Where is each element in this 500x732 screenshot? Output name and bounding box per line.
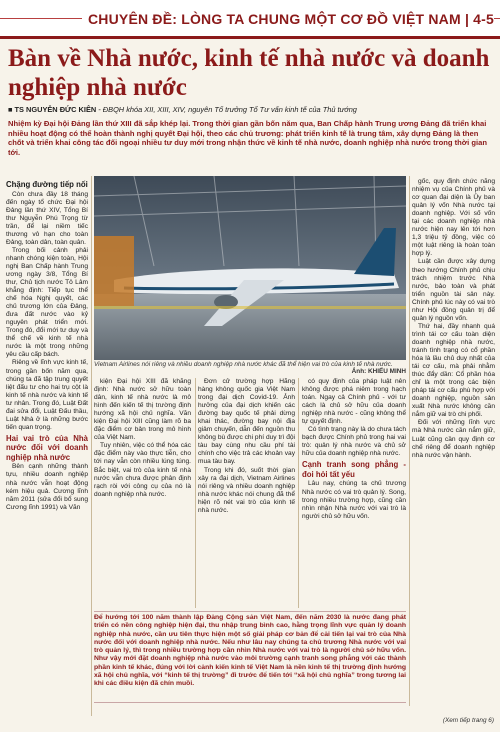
highlight-box: Để hướng tới 100 năm thành lập Đảng Cộng sản Việt Nam, đến năm 2030 là nước đang phát triển có nền công nghiệp hiện đại, thu nhập trung bình cao, hằng trọng lĩnh vực quản lý doanh nghiệp nhà nước, cần ưu tiên thực hiện một số giải pháp cơ bản để cải tiến lại vai trò của Nhà nước đối với doanh nghiệp nhà nước. Nếu như lâu nay chúng ta chủ trương Nhà nước với vai trò quản lý, thì trong nhiều trường hợp cần nhìn Nhà nước với vai trò là người chủ sở hữu vốn. Như vậy mới đặt doanh nghiệp nhà nước vào môi trường cạnh tranh song phẳng với các thành phần kinh tế khác, đúng với lời cảnh kiến kinh tế Việt Nam là nền kinh tế thị trường định hướng xã hội chủ nghĩa, với “kinh tế thị trường” đi trước để tiến tới “xã hội chủ nghĩa” trong tương lai khi các điều kiện đã chín muồi. bbox=[94, 611, 406, 703]
paragraph: gốc, quy định chức năng nhiệm vụ của Chính phủ và cơ quan đại diện là Ủy ban quản lý vốn Nhà nước tại doanh nghiệp. Với số vốn tại các doanh nghiệp nhà nước hiện nay lên tới hơn 1,3 triệu tỷ đồng, việc có một luật riêng là hoàn toàn hợp lý. bbox=[412, 178, 495, 258]
paragraph: Trong khi đó, suốt thời gian xảy ra đại dịch, Vietnam Airlines nói riêng và nhiều doanh nghiệp nhà nước khác nói chung đã thể hiện rõ nét vai trò của kinh tế nhà nước. bbox=[198, 466, 295, 514]
column-divider bbox=[409, 176, 410, 706]
paragraph: Tuy nhiên, việc có thể hóa các đặc điểm này vào thực tiễn, cho tới nay vẫn còn nhiều lúng túng. Bắc biệt, vai trò của kinh tế nhà nước vẫn chưa được phân định rạch ròi với công cụ của nó là doanh nghiệp nhà nước. bbox=[94, 442, 191, 498]
paragraph: Lâu nay, chúng ta chủ trương Nhà nước có vai trò quản lý. Song, trong nhiều trường hợp, cũng cần nhìn nhận Nhà nước với vai trò là người chủ sở hữu vốn. bbox=[302, 480, 406, 520]
right-column bbox=[412, 178, 495, 708]
subhead-two-roles: Hai vai trò của Nhà nước đối với doanh nghiệp nhà nước bbox=[6, 433, 88, 462]
photo-caption bbox=[94, 361, 406, 376]
paragraph: Luật cần được xây dựng theo hướng Chính phủ chịu trách nhiệm trước Nhà nước, bảo toàn và phát triển nguồn tài sản này. Chính phủ lúc này có vai trò như Hội đồng quản trị để quản lý nguồn vốn. bbox=[412, 258, 495, 322]
paragraph: có quy định của pháp luật nên không được phá niêm trong hạch toán. Ngay cả Chính phủ - với tư cách là chủ sở hữu của doanh nghiệp nhà nước - cũng không thể tự quyết định. bbox=[302, 378, 406, 426]
paragraph: Thứ hai, đầy nhanh quá trình tái cơ cấu toàn diện doanh nghiệp nhà nước, tránh tình trạng có cổ phần hóa là lầu chủ duy nhất của tái cơ cấu, mà phải nhằm thúc đẩy dần: Cổ phần hóa chỉ là một trong các biện pháp tái cơ cấu phù hợp với doanh nghiệp, nguồn sản xuất Nhà nước không cần nắm giữ vai trò chi phối. bbox=[412, 322, 495, 419]
paragraph: Riêng về lĩnh vực kinh tế, trong gần bốn năm qua, chúng ta đã tập trung quyết liệt đấu tư cho hai trụ cột là kinh tế nhà nước và kinh tế tư nhân. Trong đó, Luật Đất đai sửa đổi, Luật Đấu thầu, Luật Nhà ở là những bước tiến quan trọng. bbox=[6, 359, 88, 431]
middle-column-3 bbox=[302, 378, 406, 608]
section-title: CHUYÊN ĐỀ: LÒNG TA CHUNG MỘT CƠ ĐỒ VIỆT NAM | 4-5 bbox=[82, 11, 494, 27]
column-divider bbox=[91, 176, 92, 716]
section-label: CHUYÊN ĐỀ: LÒNG TA CHUNG MỘT CƠ ĐỒ VIỆT NAM bbox=[87, 11, 461, 27]
caption-text: Vietnam Airlines nói riêng và nhiều doanh nghiệp nhà nước khác đã thể hiện vai trò của kinh tế nhà nước. bbox=[94, 361, 393, 368]
subhead-fair-competition: Cạnh tranh song phẳng - đoi hỏi tất yếu bbox=[302, 460, 406, 479]
paragraph: kiện Đại hội XIII đã khẳng định: Nhà nước sở hữu toàn dân, kinh tế nhà nước là mô hình đến kiến tế thị trường định hướng xã hội chủ nghĩa. Văn kiện Đại hội XIII cũng làm rõ ba đặc điểm cơ bản trong mô hình của Việt Nam. bbox=[94, 378, 191, 442]
section-header bbox=[0, 0, 500, 39]
middle-column-2 bbox=[198, 378, 295, 608]
page-numbers: 4-5 bbox=[473, 11, 494, 27]
paragraph: Có tình trạng này là do chưa tách bạch được Chính phủ trong hai vai trò: quản lý nhà nước và chủ sở hữu của doanh nghiệp nhà nước. bbox=[302, 426, 406, 458]
byline-role: - ĐBQH khóa XII, XIII, XIV, nguyên Tổ trưởng Tổ Tư vấn kinh tế của Thủ tướng bbox=[98, 105, 357, 114]
left-column bbox=[6, 178, 88, 718]
continued-note: (Xem tiếp trang 6) bbox=[442, 717, 494, 724]
byline-author: TS NGUYỄN ĐỨC KIÊN bbox=[14, 105, 97, 114]
middle-column-1 bbox=[94, 378, 191, 608]
hangar-photo bbox=[94, 176, 406, 360]
byline: ■ TS NGUYỄN ĐỨC KIÊN - ĐBQH khóa XII, XIII, XIV, nguyên Tổ trưởng Tổ Tư vấn kinh tế của Thủ tướng bbox=[8, 105, 357, 114]
headline: Bàn về Nhà nước, kinh tế nhà nước và doanh nghiệp nhà nước bbox=[8, 45, 490, 101]
paragraph: Bên cạnh những thành tựu, nhiều doanh nghiệp nhà nước vẫn hoạt động kém hiệu quả. Cương lĩnh năm 2011 (sửa đổi bổ sung Cương lĩnh 1991) và Văn bbox=[6, 463, 88, 511]
aircraft-hangar-image bbox=[94, 176, 406, 360]
lead-paragraph: Nhiệm kỳ Đại hội Đảng lần thứ XIII đã sắp khép lại. Trong thời gian gần bốn năm qua, Ban Chấp hành Trung ương Đảng đã triển khai nhiều hoạt động có thể hoàn thành nghị quyết Đại hội, theo các chủ trương: phát triển kinh tế là trung tâm, xây dựng Đảng là then chốt và triển khai công tác đối ngoại nhiều tư duy mới trong nhận thức về kinh tế nhà nước, doanh nghiệp nhà nước trong thời gian tới. bbox=[8, 119, 487, 157]
paragraph: Còn chưa đầy 18 tháng đến ngày tổ chức Đại hội Đảng lần thứ XIV, Tổng Bí thư Nguyễn Phú Trọng từ trần, để lại niềm tiếc thương vô hạn cho toàn Đảng, toàn dân, toàn quân. bbox=[6, 190, 88, 246]
paragraph: Trong bối cảnh phải nhanh chóng kiện toàn, Hội nghị Ban Chấp hành Trung ương ngày 3/8, Tổng Bí thư, Chủ tịch nước Tô Lâm khẳng định: Tiếp tục thể chế hóa Nghị quyết, các chủ trương lớn của Đảng, đưa đất nước vào kỷ nguyên phát triển mới. Trong đó, đổi mới tư duy và thể chế về kinh tế nhà nước là một trong những yêu cầu cấp bách. bbox=[6, 246, 88, 359]
column-divider bbox=[298, 378, 299, 608]
paragraph: Đối với những lĩnh vực mà Nhà nước cần nắm giữ, Luật cũng cần quy định cơ chế riêng để doanh nghiệp nhà nước vận hành. bbox=[412, 419, 495, 459]
photo-credit: Ảnh: KHIẾU MINH bbox=[351, 368, 406, 376]
subhead-continuing-journey: Chặng đường tiếp nối bbox=[6, 180, 88, 189]
paragraph: Đơn cử trường hợp Hãng hàng không quốc gia Việt Nam trong đại dịch Covid-19. Ảnh hưởng của đại dịch khiến các đường bay quốc tế phải dừng khai thác, đường bay nội địa giảm chuyến, dẫn đến nguồn thu không bù được chi phí duy trì đội tàu bay cùng nhu cầu phí tài chính cho việc trả các khoản vay mua tàu bay. bbox=[198, 378, 295, 466]
column-divider bbox=[195, 378, 196, 608]
